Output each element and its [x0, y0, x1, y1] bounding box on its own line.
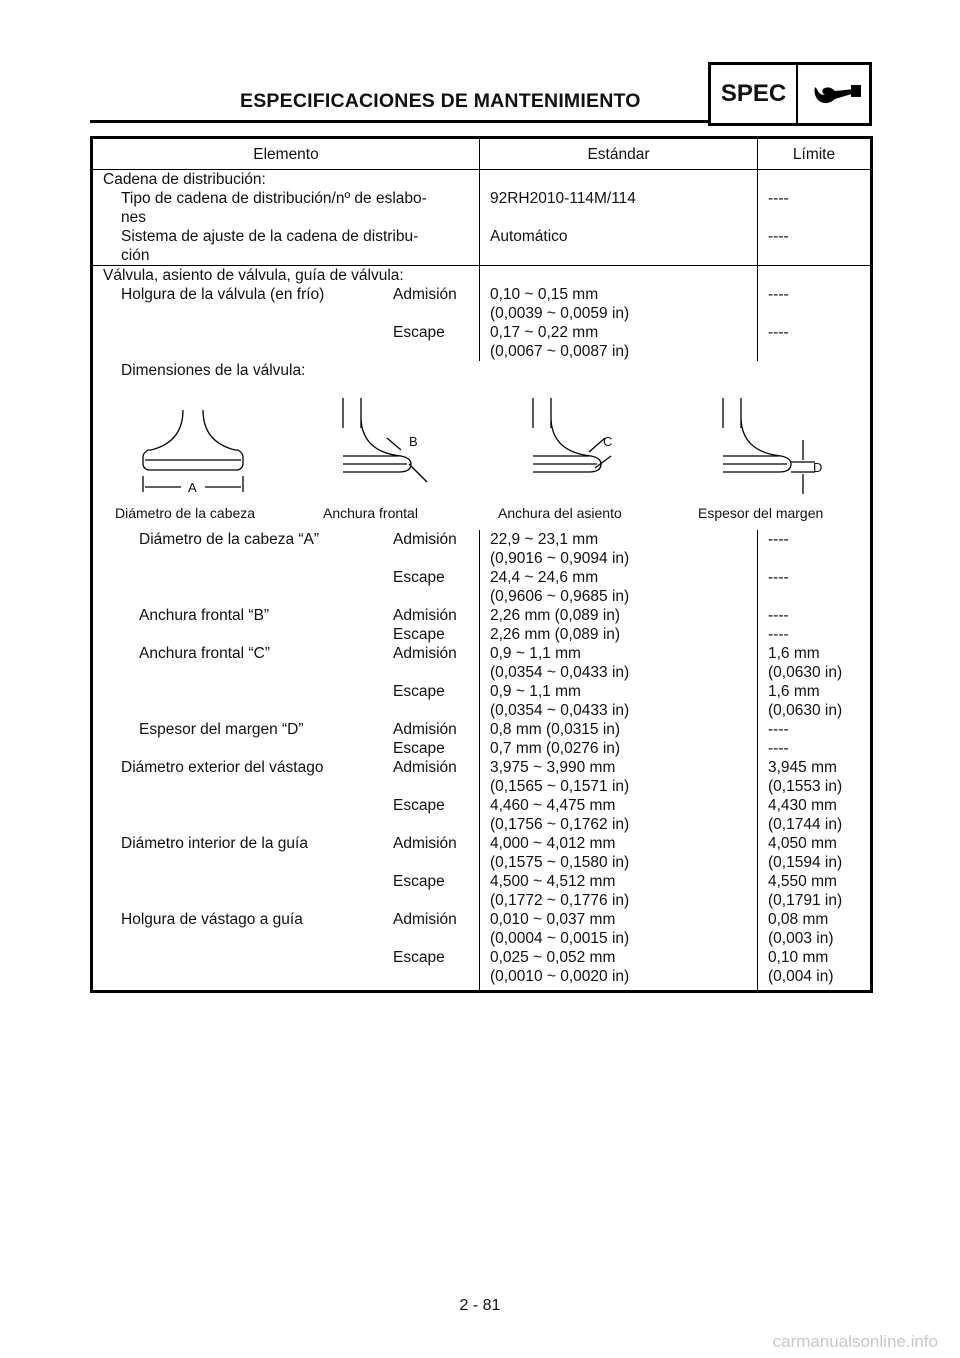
row-standard: 4,460 ~ 4,475 mm (0,1756 ~ 0,1762 in) — [480, 796, 758, 834]
watermark: carmanualsonline.info — [772, 1332, 938, 1351]
row-standard: 3,975 ~ 3,990 mm (0,1565 ~ 0,1571 in) — [480, 758, 758, 796]
table-row — [92, 227, 872, 266]
spec-table — [90, 136, 873, 993]
col-header-limit: Límite — [758, 138, 872, 170]
header-rule — [90, 120, 708, 123]
row-standard: 0,17 ~ 0,22 mm (0,0067 ~ 0,0087 in) — [480, 323, 758, 361]
row-type: Escape — [393, 797, 445, 814]
row-limit: ---- — [758, 720, 872, 739]
row-label: Diámetro de la cabeza “A” — [139, 531, 320, 548]
row-limit: ---- — [758, 227, 872, 266]
col-header-item: Elemento — [92, 138, 480, 170]
spec-badge — [708, 62, 872, 126]
table-row — [92, 644, 872, 682]
page-number: 2 - 81 — [459, 1297, 501, 1314]
row-type: Admisión — [393, 607, 457, 624]
row-type: Admisión — [393, 911, 457, 928]
row-limit: 1,6 mm (0,0630 in) — [758, 644, 872, 682]
spec-label: SPEC — [711, 65, 798, 123]
row-limit: 0,08 mm (0,003 in) — [758, 910, 872, 948]
table-row — [92, 796, 872, 834]
table-row — [92, 758, 872, 796]
row-type: Escape — [393, 873, 445, 890]
row-standard: 0,025 ~ 0,052 mm (0,0010 ~ 0,0020 in) — [480, 948, 758, 986]
row-standard: 0,8 mm (0,0315 in) — [480, 720, 758, 739]
col-header-standard: Estándar — [480, 138, 758, 170]
row-standard: Automático — [480, 227, 758, 266]
valve-dimensions-figure — [93, 380, 870, 530]
label-d: D — [813, 460, 823, 475]
caption-face-width: Anchura frontal — [323, 505, 418, 521]
row-standard: 22,9 ~ 23,1 mm (0,9016 ~ 0,9094 in) — [480, 530, 758, 568]
row-limit: ---- — [758, 530, 872, 568]
row-type: Admisión — [393, 835, 457, 852]
table-row — [92, 530, 872, 568]
section-heading-chain: Cadena de distribución: — [103, 171, 266, 188]
valve-diagram — [93, 380, 873, 500]
row-standard: 4,500 ~ 4,512 mm (0,1772 ~ 0,1776 in) — [480, 872, 758, 910]
row-standard: 0,010 ~ 0,037 mm (0,0004 ~ 0,0015 in) — [480, 910, 758, 948]
row-limit: ---- — [758, 606, 872, 625]
row-label — [121, 796, 393, 815]
section-heading-valve: Válvula, asiento de válvula, guía de válvula: — [92, 266, 480, 286]
table-row — [92, 606, 872, 625]
row-limit: 3,945 mm (0,1553 in) — [758, 758, 872, 796]
table-row — [92, 285, 872, 323]
dimensions-label: Dimensiones de la válvula: — [121, 362, 306, 379]
table-row — [92, 323, 872, 361]
row-standard: 0,7 mm (0,0276 in) — [480, 739, 758, 758]
table-row — [92, 739, 872, 758]
row-label: Diámetro interior de la guía — [121, 835, 308, 852]
row-limit: 1,6 mm (0,0630 in) — [758, 682, 872, 720]
row-label — [139, 568, 393, 587]
caption-margin-thickness: Espesor del margen — [698, 505, 824, 521]
row-label: Anchura frontal “B” — [139, 607, 270, 624]
row-limit: ---- — [758, 323, 872, 361]
row-type: Admisión — [393, 531, 457, 548]
row-limit: ---- — [758, 189, 872, 227]
row-label: Holgura de la válvula (en frío) — [121, 286, 325, 303]
caption-seat-width: Anchura del asiento — [498, 505, 622, 521]
table-row — [92, 720, 872, 739]
row-type: Escape — [393, 740, 445, 757]
wrench-icon — [811, 81, 863, 107]
row-label: Anchura frontal “C” — [139, 645, 270, 662]
row-limit: ---- — [758, 568, 872, 606]
caption-head-diameter: Diámetro de la cabeza — [115, 505, 256, 521]
row-standard: 2,26 mm (0,089 in) — [480, 625, 758, 644]
row-limit: ---- — [758, 285, 872, 323]
row-limit: ---- — [758, 625, 872, 644]
row-type: Admisión — [393, 721, 457, 738]
table-header-row — [92, 138, 872, 170]
row-item: Sistema de ajuste de la cadena de distribu- ción — [121, 228, 419, 264]
row-label: Diámetro exterior del vástago — [121, 759, 324, 776]
row-item: Tipo de cadena de distribución/nº de eslabo- nes — [121, 190, 427, 226]
row-standard: 2,26 mm (0,089 in) — [480, 606, 758, 625]
row-standard: 92RH2010-114M/114 — [480, 189, 758, 227]
row-label: Holgura de vástago a guía — [121, 911, 303, 928]
row-standard: 0,9 ~ 1,1 mm (0,0354 ~ 0,0433 in) — [480, 682, 758, 720]
table-row — [92, 189, 872, 227]
row-limit: 0,10 mm (0,004 in) — [758, 948, 872, 986]
row-type: Escape — [393, 569, 445, 586]
row-label — [139, 739, 393, 758]
row-label — [139, 625, 393, 644]
row-type: Escape — [393, 949, 445, 966]
row-type: Admisión — [393, 286, 457, 303]
row-limit: ---- — [758, 739, 872, 758]
row-type: Admisión — [393, 759, 457, 776]
row-limit: 4,050 mm (0,1594 in) — [758, 834, 872, 872]
page-title: ESPECIFICACIONES DE MANTENIMIENTO — [240, 90, 641, 112]
table-row — [92, 872, 872, 910]
page-header — [90, 62, 870, 124]
row-type: Escape — [393, 626, 445, 643]
table-row — [92, 625, 872, 644]
label-b: B — [409, 434, 418, 449]
row-standard: 4,000 ~ 4,012 mm (0,1575 ~ 0,1580 in) — [480, 834, 758, 872]
table-row — [92, 910, 872, 948]
row-type: Escape — [393, 683, 445, 700]
row-label — [139, 682, 393, 701]
row-limit: 4,550 mm (0,1791 in) — [758, 872, 872, 910]
row-limit: 4,430 mm (0,1744 in) — [758, 796, 872, 834]
table-row — [92, 682, 872, 720]
row-label — [121, 948, 393, 967]
row-type: Escape — [393, 324, 445, 341]
label-a: A — [188, 480, 197, 495]
row-standard: 24,4 ~ 24,6 mm (0,9606 ~ 0,9685 in) — [480, 568, 758, 606]
row-label — [121, 872, 393, 891]
row-standard: 0,10 ~ 0,15 mm (0,0039 ~ 0,0059 in) — [480, 285, 758, 323]
table-row — [92, 568, 872, 606]
row-label: Espesor del margen “D” — [139, 721, 304, 738]
row-standard: 0,9 ~ 1,1 mm (0,0354 ~ 0,0433 in) — [480, 644, 758, 682]
row-type: Admisión — [393, 645, 457, 662]
table-row — [92, 948, 872, 986]
label-c: C — [603, 434, 613, 449]
table-row — [92, 834, 872, 872]
